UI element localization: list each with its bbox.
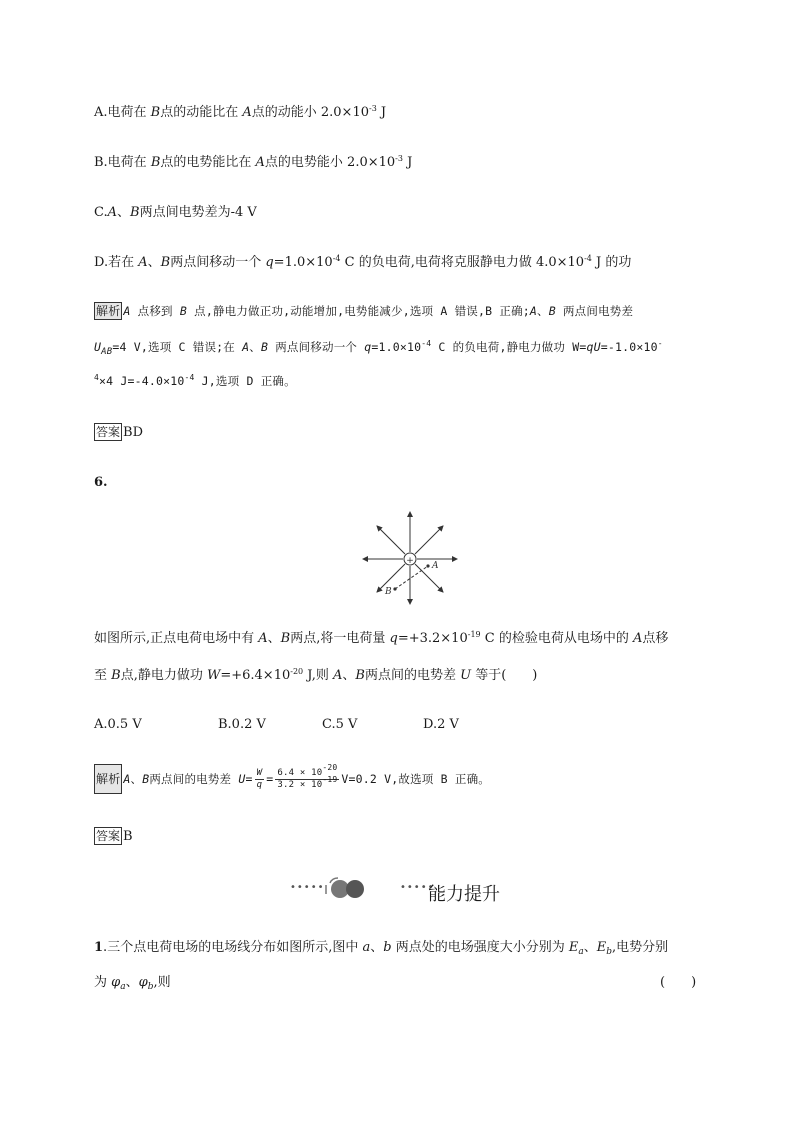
section-dots-left: ••••• xyxy=(290,882,325,893)
q5-solution-line-2: $U_{AB}=4$ V,选项 C 错误;在 A、B 两点间移动一个 $q=1.0\times 10^{-4}$ C 的负电荷,静电力做功 W=qU=-1.0×10- xyxy=(94,339,663,357)
q6-option-a: A.0.5 V xyxy=(94,717,142,732)
q6-solution: 解析 A、B两点间的电势差 U= $\frac{W}{q}$ = $\frac{6.4 \times 10^{-20}}{3.2 \times 10^{-19}}$ V=0.2 V,故选项 B 正确。 xyxy=(94,764,490,794)
solution-tag: 解析 xyxy=(96,304,121,318)
section-title: 能力提升 xyxy=(428,884,500,905)
q6-number: 6. xyxy=(94,475,108,490)
q5-option-a: A.电荷在 B点的动能比在 A点的动能小 $2.0\times 10^{-3}$ J xyxy=(94,104,387,120)
field-lines-figure xyxy=(355,508,465,608)
q6-stem-line-1: 如图所示,正点电荷电场中有 A、B两点,将一电荷量 $q=+3.2\times 10^{-19}$ C 的检验电荷从电场中的 A点移 xyxy=(94,630,669,646)
section-badge-icon xyxy=(322,875,370,901)
point-a-label: A xyxy=(432,561,439,571)
q5-option-d: D.若在 A、B两点间移动一个 $q=1.0\times 10^{-4}$ C 的负电荷,电荷将克服静电力做 $4.0\times 10^{-4}$ J 的功 xyxy=(94,254,632,270)
q5-option-c: C.A、B两点间电势差为-4 V xyxy=(94,205,257,220)
point-b-label: B xyxy=(385,587,392,597)
value-fraction: $\frac{6.4 \times 10^{-20}}{3.2 \times 10^{-19}}$ xyxy=(277,763,338,790)
q6-answer: 答案 B xyxy=(96,829,133,844)
answer-tag: 答案 xyxy=(96,425,121,439)
q6-option-c: C.5 V xyxy=(322,717,358,732)
q5-solution-line-1: 解析 A 点移到 B 点,静电力做正功,动能增加,电势能减少,选项 A 错误,B 正确;A、B 两点间电势差 xyxy=(96,304,634,318)
q6-option-b: B.0.2 V xyxy=(218,717,266,732)
positive-charge-label: + xyxy=(406,556,414,566)
q1-answer-paren: ( ) xyxy=(660,975,697,990)
q5-option-b: B.电荷在 B点的电势能比在 A点的电势能小 $2.0\times 10^{-3}$ J xyxy=(94,154,413,170)
q6-stem-line-2: 至 B点,静电力做功 $W=+6.4\times 10^{-20}$ J,则 A、B两点间的电势差 U 等于( ) xyxy=(94,667,538,683)
q1-stem-line-1: 1.三个点电荷电场的电场线分布如图所示,图中 a、b 两点处的电场强度大小分别为 $E_a$、$E_b$,电势分别 xyxy=(94,940,669,957)
section-dots-right: ••••• xyxy=(400,882,435,893)
q5-answer: 答案 BD xyxy=(96,425,143,440)
q1-stem-line-2: 为 $\varphi_a$、$\varphi_b$,则 xyxy=(94,975,171,992)
q5-solution-line-3: $^4$×4 $J=-4.0\times 10^{-4}$ J,选项 D 正确。 xyxy=(94,373,296,388)
w-over-q-fraction: $\frac{W}{q}$ xyxy=(256,768,263,790)
answer-tag: 答案 xyxy=(96,829,121,843)
q6-option-d: D.2 V xyxy=(423,717,459,732)
solution-tag: 解析 xyxy=(94,764,122,794)
